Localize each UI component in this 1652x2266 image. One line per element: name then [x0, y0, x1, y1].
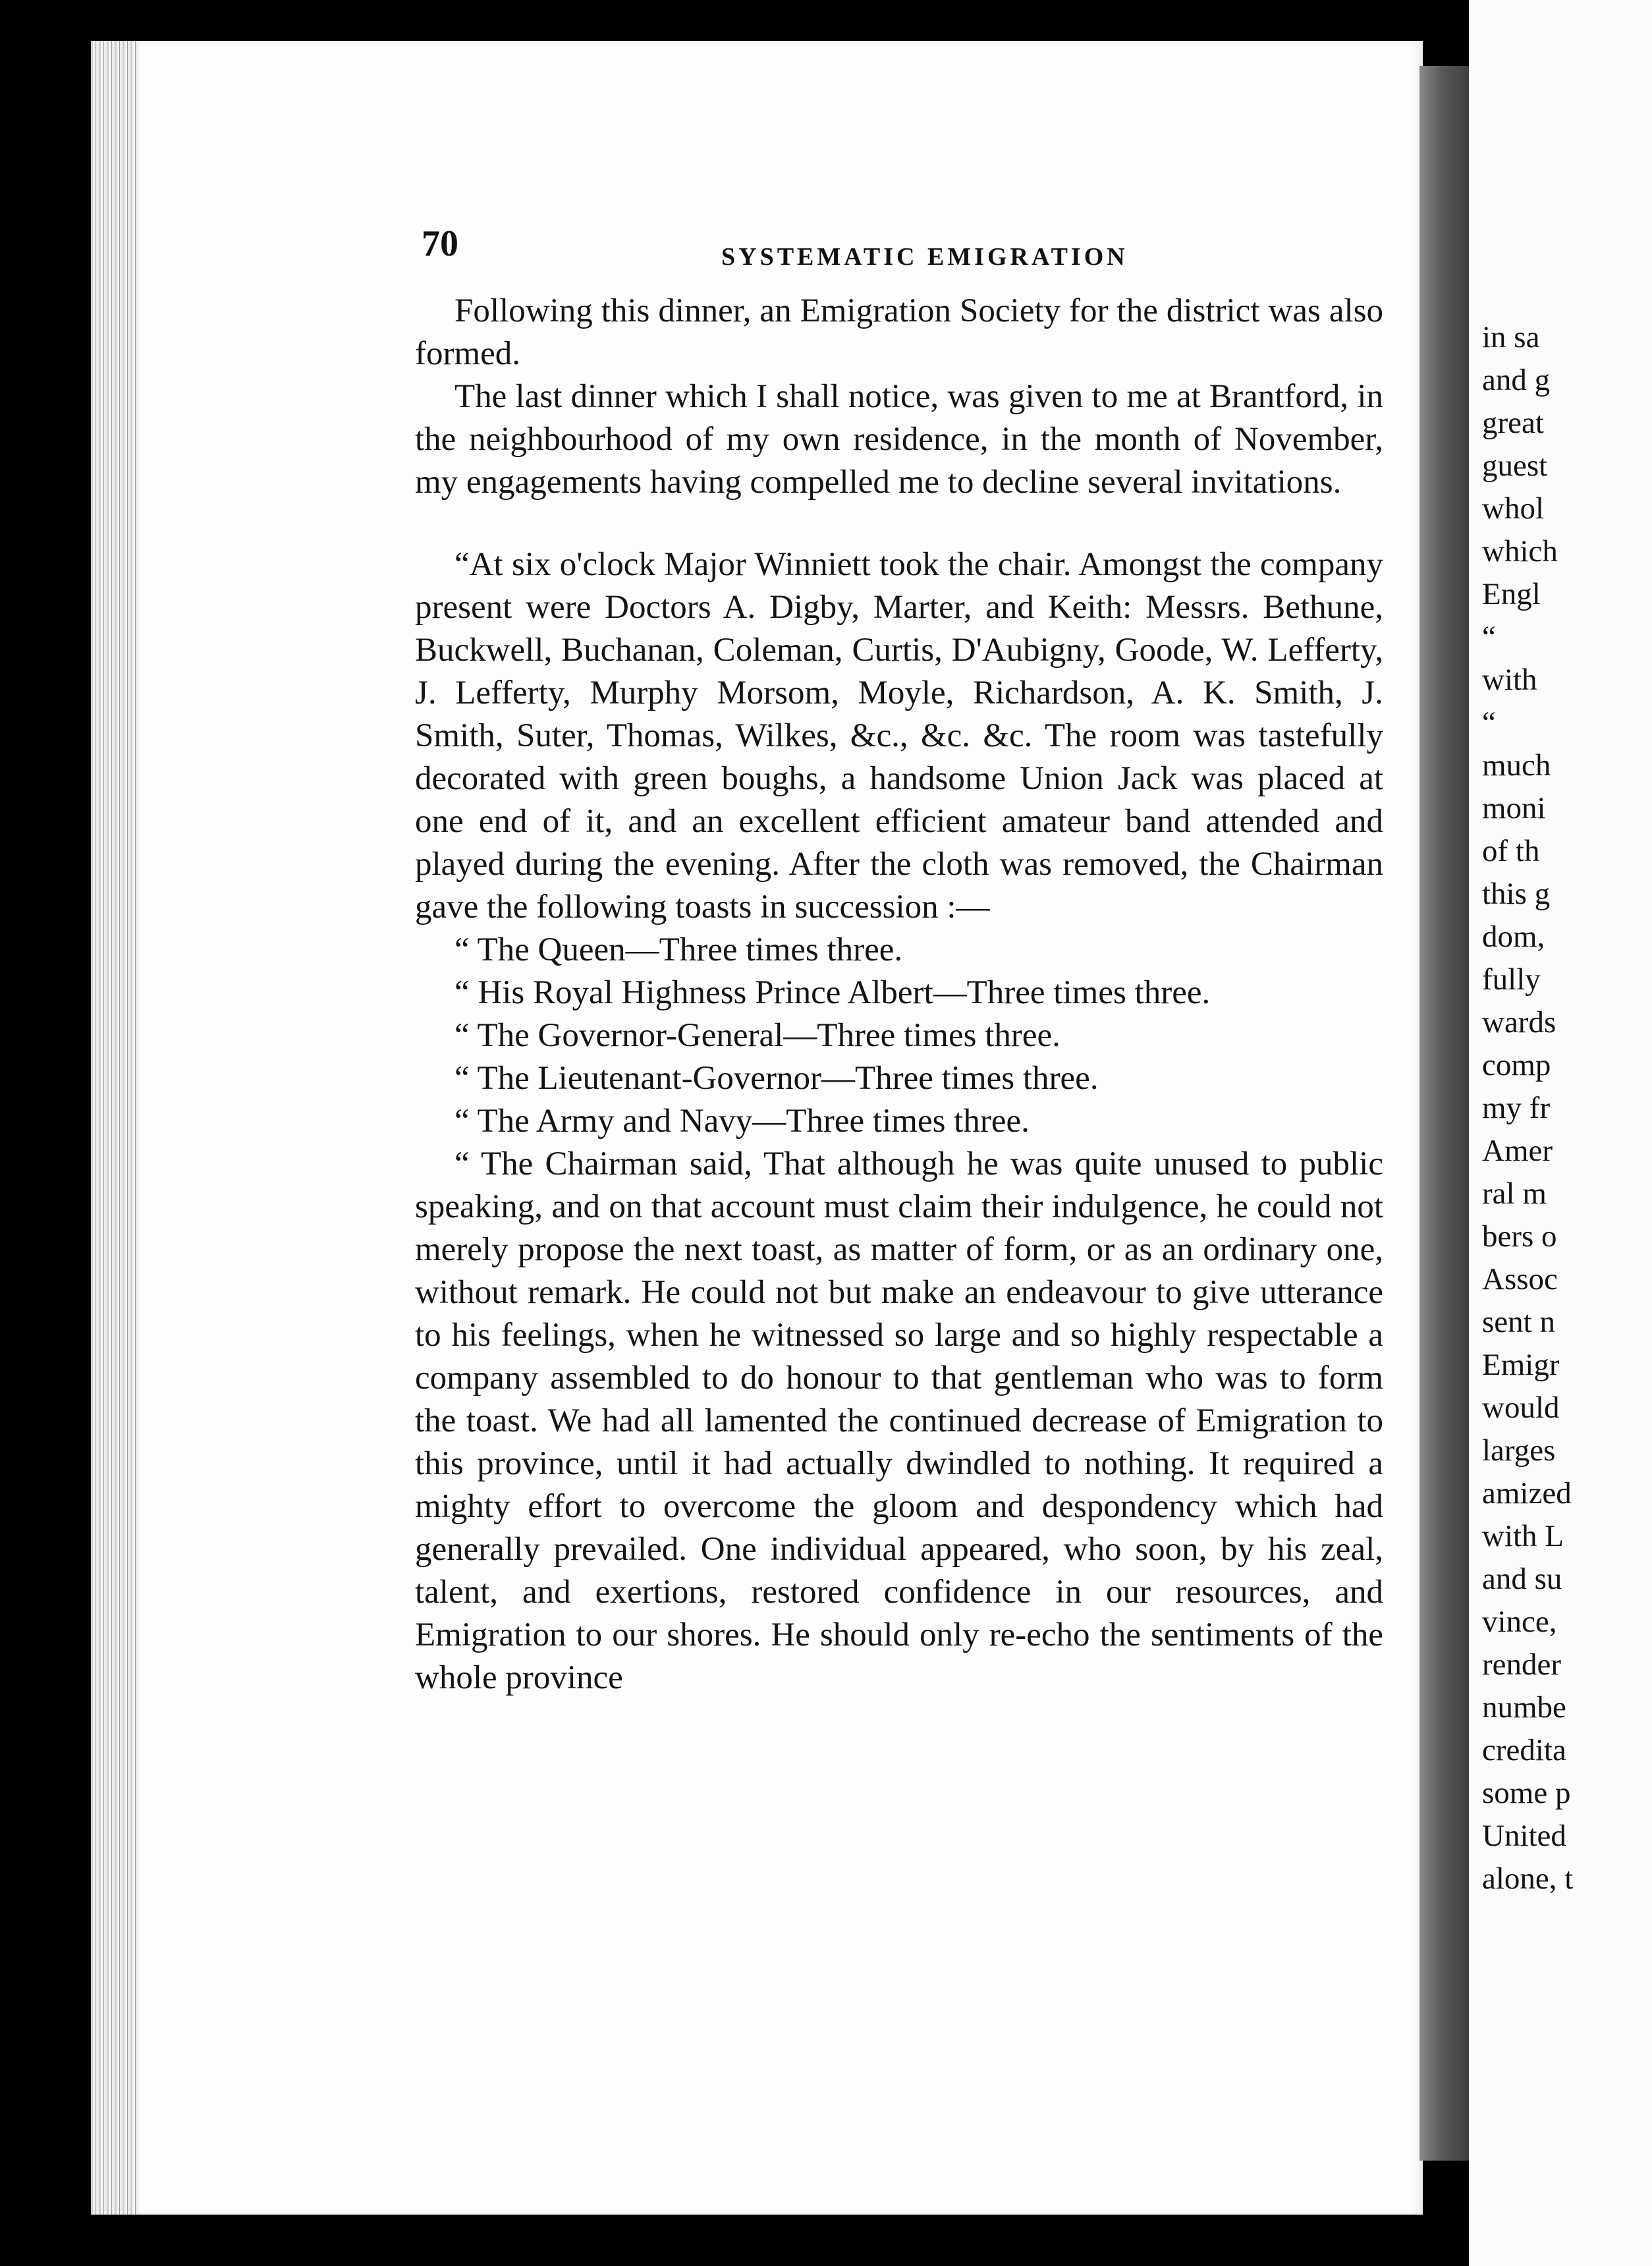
facing-page-line: fully: [1482, 962, 1541, 997]
facing-page-line: ral m: [1482, 1176, 1547, 1211]
paragraph: The last dinner which I shall notice, was given to me at Brantford, in the neighbourhood of my own residence, in the month of November, my engagements having compelled me to decline several invitations.: [415, 378, 1383, 501]
facing-page-line: Emigr: [1482, 1348, 1560, 1382]
facing-page-line: dom,: [1482, 920, 1545, 954]
facing-page-text: [1482, 316, 1652, 1900]
facing-page-line: and g: [1482, 363, 1551, 397]
facing-page-line: which: [1482, 534, 1558, 568]
facing-page-line: of th: [1482, 834, 1540, 868]
facing-page-line: with: [1482, 663, 1537, 697]
facing-page-line: great: [1482, 406, 1544, 440]
facing-page-line: United: [1482, 1819, 1566, 1853]
facing-page-line: with L: [1482, 1519, 1564, 1553]
facing-page-line: bers o: [1482, 1219, 1557, 1254]
toast-line: “ The Lieutenant-Governor—Three times three.: [454, 1060, 1099, 1097]
facing-page-line: Amer: [1482, 1134, 1553, 1168]
book-gutter: [1419, 66, 1472, 2161]
toast-line: “ The Queen—Three times three.: [454, 931, 903, 968]
facing-page-line: numbe: [1482, 1690, 1566, 1725]
facing-page-line: alone, t: [1482, 1862, 1574, 1896]
facing-page-line: this g: [1482, 877, 1551, 911]
paragraph: Following this dinner, an Emigration Society for the district was also formed.: [415, 292, 1383, 372]
facing-page-line: larges: [1482, 1433, 1556, 1468]
facing-page-line: my fr: [1482, 1091, 1551, 1125]
paragraph: “At six o'clock Major Winniett took the chair. Amongst the company present were Doctors A. Digby, Marter, and Keith: Messrs. Bethune, Buckwell, Buchanan, Coleman, Curtis, D'Aubigny, Goode, W. Lefferty, J. Lefferty, Murphy Morsom, Moyle, Richardson, A. K. Smith, J. Smith, Suter, Thomas, Wilkes, &c., &c. &c. The room was tastefully decorated with green boughs, a handsome Union Jack was placed at one end of it, and an excellent efficient amateur band attended and played during the evening. After the cloth was removed, the Chairman gave the following toasts in succession :—: [415, 546, 1383, 926]
facing-page-line: Assoc: [1482, 1262, 1558, 1296]
facing-page-line: in sa: [1482, 320, 1540, 354]
facing-page-line: render: [1482, 1647, 1562, 1682]
facing-page-line: guest: [1482, 449, 1548, 483]
facing-page-line: some p: [1482, 1776, 1571, 1810]
page-header: [422, 209, 1357, 269]
facing-page-line: vince,: [1482, 1605, 1557, 1639]
paragraph: “ The Chairman said, That although he was quite unused to public speaking, and on that account must claim their indulgence, he could not merely propose the next toast, as matter of form, or as an ordinary one, without remark. He could not but make an endeavour to give utterance to his feelings, when he witnessed so large and so highly respectable a company assembled to do honour to that gentleman who was to form the toast. We had all lamented the continued decrease of Emigration to this province, until it had actually dwindled to nothing. It required a mighty effort to overcome the gloom and despondency which had generally prevailed. One individual appeared, who soon, by his zeal, talent, and exertions, restored confidence in our resources, and Emigration to our shores. He should only re-echo the sentiments of the whole province: [415, 1146, 1383, 1696]
facing-page-line: comp: [1482, 1048, 1551, 1082]
toast-line: “ The Army and Navy—Three times three.: [454, 1103, 1030, 1140]
facing-page-line: “: [1482, 620, 1496, 654]
facing-page-line: “: [1482, 705, 1496, 740]
facing-page-line: Engl: [1482, 577, 1541, 611]
page-number: 70: [422, 223, 458, 264]
toast-line: “ The Governor-General—Three times three.: [454, 1017, 1060, 1054]
facing-page-line: whol: [1482, 491, 1544, 526]
toast-line: “ His Royal Highness Prince Albert—Three times three.: [454, 974, 1211, 1011]
facing-page-line: would: [1482, 1391, 1560, 1425]
facing-page-line: amized: [1482, 1476, 1572, 1510]
running-head: SYSTEMATIC EMIGRATION: [721, 243, 1128, 271]
body-text: [415, 290, 1383, 1700]
facing-page-line: and su: [1482, 1562, 1562, 1596]
facing-page-line: moni: [1482, 791, 1546, 825]
facing-page-line: wards: [1482, 1005, 1556, 1039]
facing-page-line: credita: [1482, 1733, 1566, 1767]
facing-page-line: much: [1482, 748, 1551, 783]
facing-page: [1469, 0, 1652, 2266]
facing-page-line: sent n: [1482, 1305, 1555, 1339]
